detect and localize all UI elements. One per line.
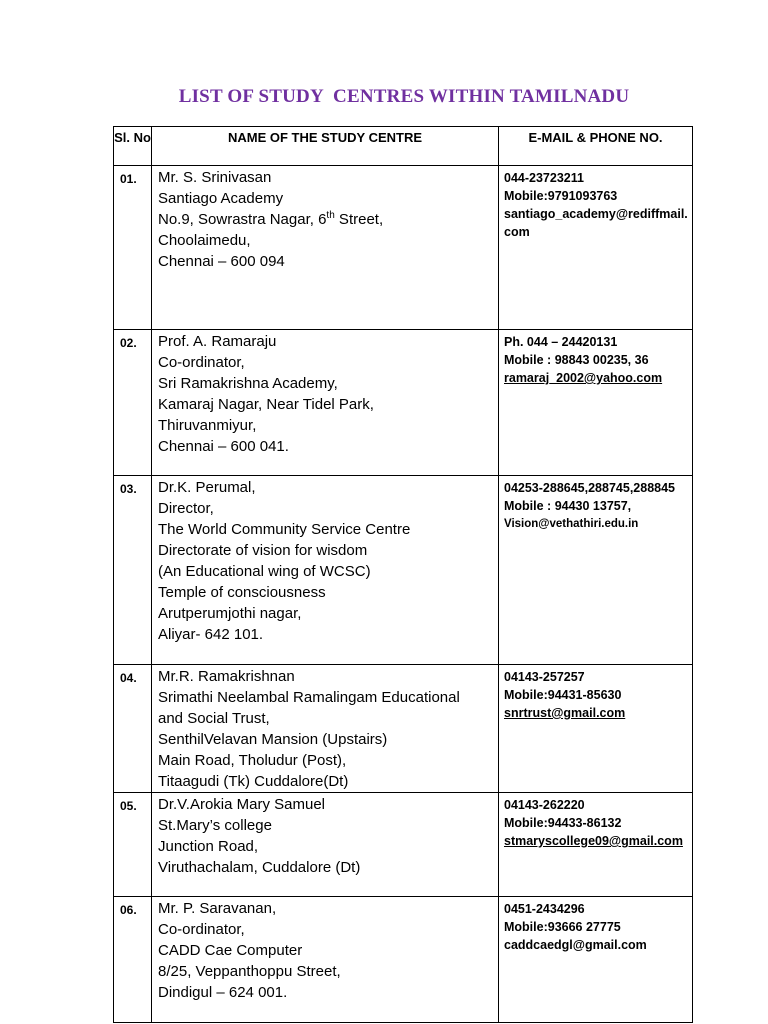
centre-address-line: Director, (158, 500, 214, 517)
centre-name: Santiago Academy (158, 190, 284, 207)
centre-address-line: Co-ordinator, (158, 354, 245, 371)
mobile-number: Mobile:94433-86132 (504, 816, 622, 830)
phone-number: 04253-288645,288745,288845 (504, 481, 676, 495)
centre-address-line: SenthilVelavan Mansion (Upstairs) (158, 731, 388, 748)
centre-details (152, 330, 499, 476)
email-link[interactable]: stmaryscollege09@gmail.com (504, 834, 683, 848)
email-address: caddcaedgl@gmail.com (504, 938, 647, 952)
centre-address-line: Titaagudi (Tk) Cuddalore(Dt) (158, 773, 349, 790)
centre-address-line: Junction Road, (158, 838, 259, 855)
centre-name: and Social Trust, (158, 710, 270, 727)
centre-address-line: Kamaraj Nagar, Near Tidel Park, (158, 396, 374, 413)
centre-contact (499, 665, 693, 793)
header-sl-no: Sl. No (114, 127, 152, 166)
centre-address-line: Chennai – 600 094 (158, 253, 285, 270)
centre-address-line (158, 209, 494, 230)
centre-name: Srimathi Neelambal Ramalingam Educational (158, 689, 460, 706)
table-row (114, 166, 693, 330)
ordinal-suffix: th (326, 210, 335, 221)
centre-address-line: Co-ordinator, (158, 921, 245, 938)
phone-number: 0451-2434296 (504, 902, 585, 916)
address-text: Street, (334, 211, 384, 228)
phone-number: 044-23723211 (504, 171, 584, 185)
centre-address-line: Viruthachalam, Cuddalore (Dt) (158, 859, 361, 876)
mobile-number: Mobile:93666 27775 (504, 920, 621, 934)
email-link[interactable]: ramaraj_2002@yahoo.com (504, 371, 663, 385)
table-row (114, 476, 693, 665)
phone-number: 04143-262220 (504, 798, 585, 812)
centre-contact (499, 166, 693, 330)
centre-details (152, 897, 499, 1023)
centre-contact (499, 897, 693, 1023)
centre-details (152, 793, 499, 897)
centre-address-line: (An Educational wing of WCSC) (158, 563, 371, 580)
centre-contact-person: Mr. P. Saravanan, (158, 900, 277, 917)
centre-address-line: Chennai – 600 041. (158, 438, 289, 455)
row-serial: 05. (114, 793, 152, 897)
mobile-number: Mobile : 98843 00235, 36 (504, 353, 649, 367)
mobile-number: Mobile : 94430 13757, (504, 499, 632, 513)
email-address: Vision@vethathiri.edu.in (504, 518, 639, 530)
row-serial: 02. (114, 330, 152, 476)
row-serial: 01. (114, 166, 152, 330)
email-address: santiago_academy@rediffmail.com (504, 207, 688, 239)
page-title: LIST OF STUDY CENTRES WITHIN TAMILNADU (178, 86, 630, 107)
centre-contact-person: Dr.K. Perumal, (158, 479, 256, 496)
centre-address-line: Directorate of vision for wisdom (158, 542, 368, 559)
row-serial: 03. (114, 476, 152, 665)
header-email-phone: E-MAIL & PHONE NO. (499, 127, 693, 166)
centre-details (152, 476, 499, 665)
centre-details (152, 665, 499, 793)
centre-contact-person: Prof. A. Ramaraju (158, 333, 277, 350)
centre-address-line: Dindigul – 624 001. (158, 984, 288, 1001)
email-link[interactable]: snrtrust@gmail.com (504, 706, 626, 720)
table-row (114, 793, 693, 897)
centre-name: St.Mary’s college (158, 817, 272, 834)
centre-name: The World Community Service Centre (158, 521, 411, 538)
table-row (114, 330, 693, 476)
phone-number: 04143-257257 (504, 670, 585, 684)
centre-contact (499, 476, 693, 665)
centre-contact-person: Dr.V.Arokia Mary Samuel (158, 796, 326, 813)
centre-contact-person: Mr.R. Ramakrishnan (158, 668, 295, 685)
centre-address-line: Choolaimedu, (158, 232, 251, 249)
row-serial: 06. (114, 897, 152, 1023)
centre-address-line: Main Road, Tholudur (Post), (158, 752, 347, 769)
mobile-number: Mobile:94431-85630 (504, 688, 622, 702)
address-text: No.9, Sowrastra Nagar, 6 (158, 211, 327, 228)
centre-address-line: 8/25, Veppanthoppu Street, (158, 963, 341, 980)
centre-address-line: Aliyar- 642 101. (158, 626, 264, 643)
mobile-number: Mobile:9791093763 (504, 189, 618, 203)
phone-number: Ph. 044 – 24420131 (504, 335, 618, 349)
centre-name: Sri Ramakrishna Academy, (158, 375, 338, 392)
centre-address-line: Thiruvanmiyur, (158, 417, 257, 434)
centre-details (152, 166, 499, 330)
centre-contact-person: Mr. S. Srinivasan (158, 169, 272, 186)
table-row (114, 897, 693, 1023)
centre-contact (499, 793, 693, 897)
header-centre-name: NAME OF THE STUDY CENTRE (152, 127, 499, 166)
study-centres-table (113, 126, 693, 1023)
centre-contact (499, 330, 693, 476)
table-row (114, 665, 693, 793)
centre-address-line: Arutperumjothi nagar, (158, 605, 302, 622)
row-serial: 04. (114, 665, 152, 793)
centre-name: CADD Cae Computer (158, 942, 303, 959)
centre-address-line: Temple of consciousness (158, 584, 326, 601)
table-header-row (114, 127, 693, 166)
